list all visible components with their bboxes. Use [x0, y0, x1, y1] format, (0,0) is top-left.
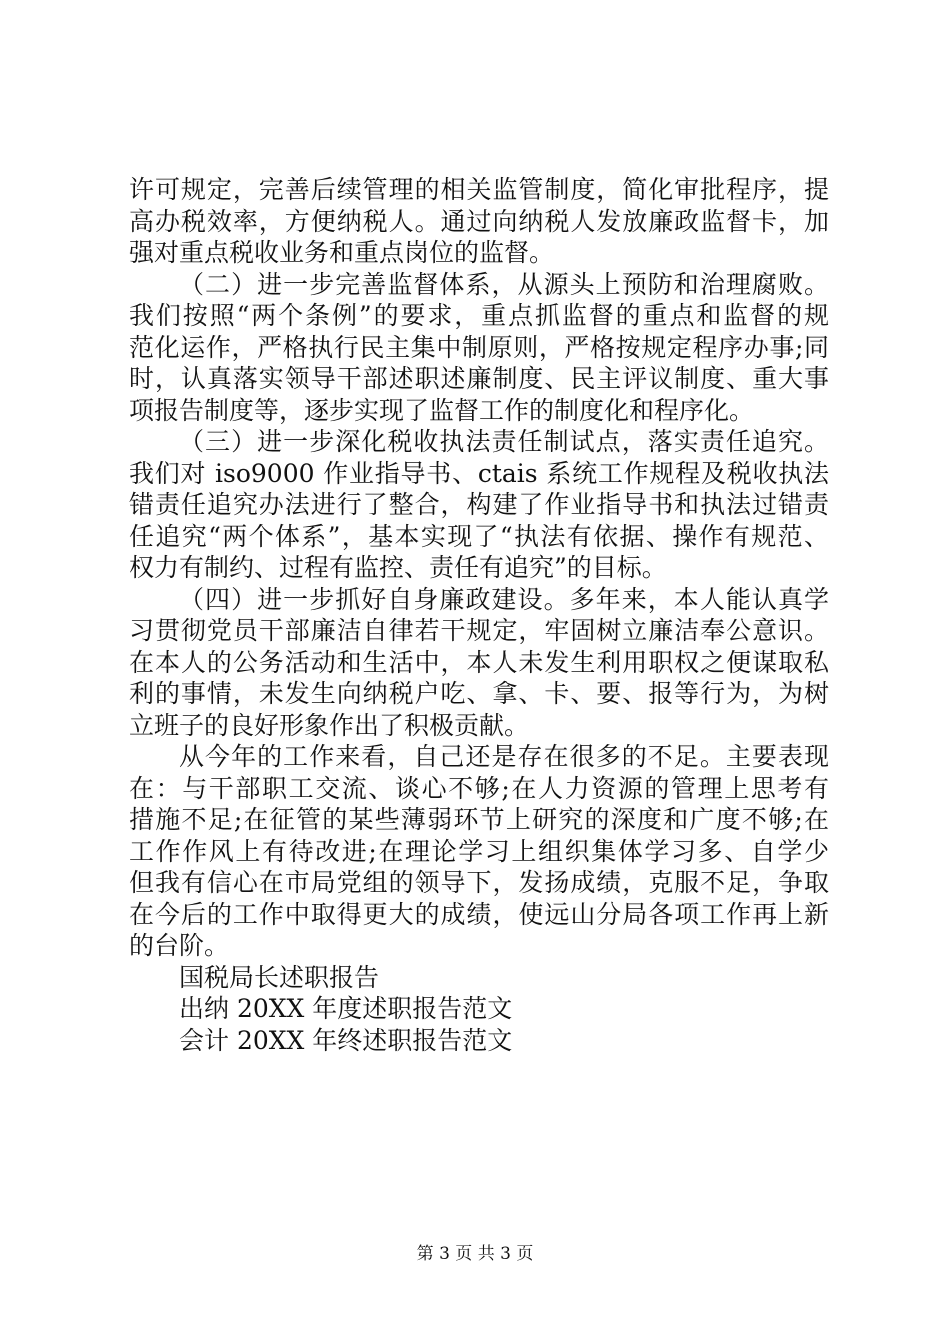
text-line: 错责任追究办法进行了整合，构建了作业指导书和执法过错责 [129, 490, 829, 519]
text-line: 但我有信心在市局党组的领导下，发扬成绩，克服不足，争取 [129, 868, 829, 897]
text-line: 措施不足;在征管的某些薄弱环节上研究的深度和广度不够;在 [129, 805, 829, 834]
text-line: 从今年的工作来看，自己还是存在很多的不足。主要表现 [179, 742, 829, 771]
text-line: 我们对 iso9000 作业指导书、ctais 系统工作规程及税收执法 [129, 458, 829, 488]
text-line: 立班子的良好形象作出了积极贡献。 [129, 710, 530, 740]
document-body [129, 174, 829, 1056]
text-line: 任追究“两个体系”，基本实现了“执法有依据、操作有规范、 [129, 521, 829, 551]
text-line: 强对重点税收业务和重点岗位的监督。 [129, 238, 555, 267]
text-line: 在：与干部职工交流、谈心不够;在人力资源的管理上思考有 [129, 773, 829, 803]
text-line: 利的事情，未发生向纳税户吃、拿、卡、要、报等行为，为树 [129, 679, 829, 708]
text-line: 的台阶。 [129, 931, 230, 960]
text-line: 会计 20XX 年终述职报告范文 [179, 1025, 513, 1055]
page-footer: 第 3 页 共 3 页 [416, 1244, 534, 1264]
text-line: 项报告制度等，逐步实现了监督工作的制度化和程序化。 [129, 395, 755, 425]
text-line: 范化运作，严格执行民主集中制原则，严格按规定程序办事;同 [129, 332, 829, 362]
text-line: 在今后的工作中取得更大的成绩，使远山分局各项工作再上新 [129, 899, 829, 929]
text-line: 我们按照“两个条例”的要求，重点抓监督的重点和监督的规 [129, 301, 829, 330]
text-line: 出纳 20XX 年度述职报告范文 [179, 994, 513, 1023]
text-line: （四）进一步抓好自身廉政建设。多年来，本人能认真学 [179, 584, 829, 614]
text-line: （三）进一步深化税收执法责任制试点，落实责任追究。 [179, 427, 829, 456]
text-line: 时，认真落实领导干部述职述廉制度、民主评议制度、重大事 [129, 364, 829, 393]
text-line: 在本人的公务活动和生活中，本人未发生利用职权之便谋取私 [129, 647, 829, 677]
text-line: 习贯彻党员干部廉洁自律若干规定，牢固树立廉洁奉公意识。 [129, 616, 829, 645]
text-line: （二）进一步完善监督体系，从源头上预防和治理腐败。 [179, 269, 829, 299]
text-line: 国税局长述职报告 [179, 962, 380, 992]
text-line: 高办税效率，方便纳税人。通过向纳税人发放廉政监督卡，加 [129, 206, 829, 236]
text-line: 工作作风上有待改进;在理论学习上组织集体学习多、自学少 [129, 836, 829, 866]
text-line: 许可规定，完善后续管理的相关监管制度，简化审批程序，提 [129, 175, 829, 204]
text-line: 权力有制约、过程有监控、责任有追究”的目标。 [129, 553, 667, 582]
